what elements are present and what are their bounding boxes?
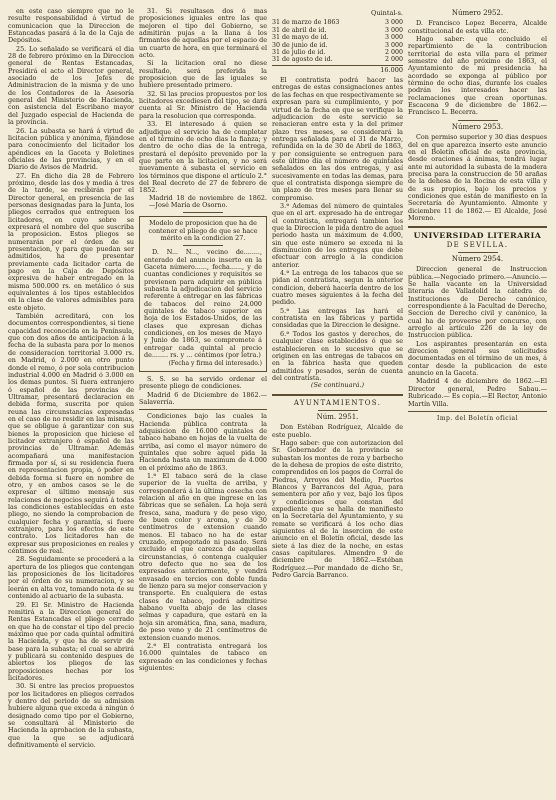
paragraph: Los aspirantes presentarán en esta direccion general sus solicitudes documentadas en el término de un mes, á contar desde la publicacion de este anuncio en la Gaceta.	[408, 339, 547, 378]
notice-number: Número 2952.	[451, 9, 504, 17]
paragraph: Direccion general de Instruccion pública.—Negociado primero.—Anuncio.—Se halla vacante en la Universidad literaria de Valladolid la cátedra de Instituciones de Derecho canónico, correspondiente á la Facultad de Derecho, Seccion de Derecho civil y canónico, la cual ha de proveerse por concurso, con arreglo al artículo 226 de la ley de Instruccion pública.	[408, 265, 547, 340]
paragraph: El contratista podrá hacer las entregas de estas consignaciones antes de las fechas en que respectivamente se expresan para su cumplimiento, y por virtud de la fecha en que se verifique la adjudicacion de este servicio se renacieran entre esta y la del primer plazo tres meses, se considerará la entrega señalada para el 31 de Marzo, refundida en la de 30 de Abril de 1863, y por consiguiente se entreguen para este último dia el número de quintales señalados en las dos entregas, y así sucesivamente en todas las demas, para que el contratista disponga siempre de un plazo de tres meses para llenar su compromiso.	[272, 76, 403, 202]
paragraph: Hago saber: que concluido el repartimiento de la contribucion territorial de esta villa para el primer semestre del año próximo de 1863, el Ayuntamiento de mi presidencia ha acordado se exponga al público por término de ocho dias, durante los cuales podrán los interesados hacer las reclamaciones que crean oportunas. Escacena 9 de diciembre de 1862.—Francisco L. Becerra.	[408, 35, 547, 117]
paragraph: 26. La subasta se hará á virtud de licitacion pública y anónima, fijándose para conocimiento del licitador los apéndices en la Gaceta y Boletines oficiales de las provincias, y en el Diario de Avisos de Madrid.	[8, 126, 134, 172]
schedule-date: 31 de mayo de id.	[272, 34, 329, 42]
section-title: AYUNTAMIENTOS.	[293, 398, 382, 407]
schedule-row	[272, 42, 403, 49]
schedule-quantity: 3 000	[384, 26, 403, 34]
paragraph: 27. En dicho dia 28 de Febrero próximo, desde las dos y media á tres de la tarde, se recibirán por el Director general, en presencia de las personas designadas para la Junta, los pliegos cerrados que entreguen los licitadores, en cuyo sobre se expresará el nombre del que suscriba la proposicion. Estos pliegos se numerarán por el órden de su presentacion, y para que puedan ser admitidos, ha de presentar previamente cada licitador carta de pago en la Caja de Depósitos expresiva de haber entregado en la misma 500.000 rs. en metálico ó sus equivalentes á los tipos establecidos en la clase de valores admisibles para este objeto.	[8, 171, 134, 312]
schedule-date: 31 de agosto de id.	[272, 56, 333, 64]
schedule-row	[272, 49, 403, 56]
divider	[408, 411, 547, 412]
divider	[183, 212, 223, 213]
delivery-schedule	[272, 10, 403, 74]
paragraph: 32. Si las precios propuestos por los licitadores excediesen del tipo, se dará cuenta al Sr. Ministro de Hacienda para la resolucion que corresponda.	[139, 89, 267, 120]
paragraph: Si la licitacion oral no diese resultado, será preferida la proposicion que de las iguales se hubiere presentado primero.	[139, 59, 267, 90]
column-4	[408, 8, 547, 794]
schedule-header: Quintal-s.	[371, 9, 403, 17]
schedule-row	[272, 56, 403, 63]
column-3	[272, 8, 403, 794]
signature-date: Madrid 18 de noviembre de 1862. —José María de Osorno.	[149, 193, 267, 209]
schedule-date: 31 de abril de id.	[272, 26, 327, 34]
paragraph: 2.ª El contratista entregará los 16.000 quintales de tabaco en expresado en las condiciones y fechas siguientes:	[139, 641, 267, 672]
paragraph: 5.ª Las entregas las hará el contratista en las fábricas y partida considadas que la Direccion le designe.	[272, 306, 403, 330]
column-2	[139, 8, 267, 794]
schedule-date: 31 de marzo de 1863	[272, 19, 340, 27]
paragraph: 33. El interesado á quien se adjudique el servicio ha de completar en el término de ocho dias la fianza; y dentro de ocho dias de la entrega, prestará el depósito prevenido por la que parte en la licitacion, y no será nuevamente á subasta el servicio en los términos que dispone el artículo 2.° del Real decreto de 27 de febrero de 1852.	[139, 120, 267, 195]
printer-footer: Imp. del Boletín oficial	[436, 414, 519, 422]
divider	[458, 252, 498, 253]
schedule-row	[272, 27, 403, 34]
paragraph: 6.ª Todos los gastos y derechos, de cualquier clase establecidos ó que se establecieren en lo sucesivo que se originen en las entregas de tabacos en en la fábrica hasta que queden admitidos y pesados, serán de cuenta del contratista.	[272, 329, 403, 382]
schedule-quantity: 3 000	[384, 41, 403, 49]
divider	[272, 394, 403, 396]
schedule-row	[272, 34, 403, 41]
schedule-quantity: 2 000	[384, 48, 403, 56]
divider	[318, 410, 358, 411]
schedule-quantity: 3 000	[384, 19, 403, 27]
divider	[458, 120, 498, 121]
paragraph: Con permiso superior y 30 dias despues del en que aparezca inserto este anuncio en el Boletín oficial de esta provincia, desde oraciones á ánimas, tendrá lugar ante mi autoridad la subasta de la madera precisa para la construccion de 50 arañas de la dehesa de la Rocina de esta villa y de sus propios, bajo los precios y condiciones que están de manifiesto en la Secretaría de Ayuntamiento. Almonte y diciembre 11 de 1862.— El Alcalde, José Moreno.	[408, 133, 547, 222]
continued-note: (Se continuará.)	[310, 381, 365, 390]
schedule-date: 30 de junio de id.	[272, 41, 328, 49]
divider	[408, 226, 547, 228]
paragraph: 4.ª La entrega de los tabacos que se pidan al contratista, segun la anterior condicion, deberá hacerla dentro de los cuatro meses siguientes á la fecha del pedido.	[272, 269, 403, 307]
schedule-quantity: 2 000	[384, 56, 403, 64]
schedule-quantity: 3 000	[384, 34, 403, 42]
paragraph: 29. El Sr. Ministro de Hacienda remitirá a la Direccion general de Rentas Estancadas el pliego cerrado en que ha de constar el tipo del precio máximo que por cada quintal admitirá la Hacienda, y que ha de servir de base para la subasta; el cual se abrirá y publicará su contenido despues de abiertos los pliegos de las proposiciones hechas por los licitadores.	[8, 600, 134, 682]
schedule-row	[272, 19, 403, 26]
notice-number: Núm. 2951.	[316, 412, 359, 421]
divider	[139, 409, 267, 410]
box-sign: (Fecha y firma del interesado.)	[168, 360, 262, 368]
divider	[183, 245, 223, 246]
box-text: D. N... N..., vecino de........, enterado del anuncio inserto en la Gaceta número......, fecha......, y de cuantas condiciones y requisitos se previenen para adquirir en pública subasta la adjudicacion del servicio referente á entregar en las fábricas de tabacos del reino 24.000 quintales de tabaco superior en hoja de los Estados-Unidos, de las clases que expresan dichas condiciones, en los meses de Mayo y Junio de 1863, se compromete á entregar cada quintal al precio de........ rs. y ... céntimos (por letra.)	[144, 248, 262, 360]
column-1	[8, 8, 134, 794]
paragraph: 25. Lo señalado se verificará el dia 28 de febrero próximo en la Direccion general de Rentas Estancadas, Presidirá el acto el Director general, asociado de los Jefes de Administracion de la misma y de uno de los Contadores de la Asesoría general del Ministerio de Hacienda, con asistencia del Escribano mayor del Juzgado especial de Hacienda de la provincia.	[8, 44, 134, 127]
paragraph: Hago saber: que con autorizacion del Sr. Gobernador de la provincia se subastan los montes de roza y barbecho de la dehesa de propios de este distrito, comprendidos en los pagos de Corral de Piedras, Arroyos del Medio, Puertos Blancos y Barrancos del Agua, para sementera por año y vez, bajo los tipos y condiciones que constan del expediente que se halla de manifiesto en la Secretaría del Ayuntamiento, y su remate se verificará á los ocho dias siguientes al de la insercion de este anuncio en el Boletín oficial, desde las siete á las diez de la noche, en estas casas capitulares. Almendro 9 de diciembre de 1862.—Estéban Rodríguez.—Por mandado de dicho Sr., Pedro García Barranco.	[272, 438, 403, 580]
paragraph: 3.ª Ademas del número de quintales que en el art. expresado ha de entregar el contratista, entregará tambien los que la Direccion le pida dentro de aquel periodo hasta un máximum de 4.000, sin que este número se exceda ni la disminucion de los entregas que debe efectuar con arreglo á la condicion anterior.	[272, 201, 403, 269]
paragraph: D. Francisco Lopez Becerra, Alcalde constitucional de esta villa etc.	[408, 19, 547, 35]
schedule-total: 16.000	[272, 65, 403, 74]
paragraph: También acreditará, con los documentos correspondientes, si tiene capacidad reconocida en la Península, que con dos años de anticipacion á la fecha de la subasta para por lo menos de consideracion territorial 3.000 rs. en Madrid, ó 2.000 en otro punto donde el remo, ó por sola contribucion industrial 4.000 en Madrid ó 3.000 en los demas puntos. Si fuera extranjero ó español de las provincias de Ultramar, presentará declaracion en debida forma, suscrita por quien reuna las circunstancias expresadas en el caso de no residir en las mismas, que se obligue á garantizar con sus bienes la proposicion que hiciese el licitador extranjero ó español de las provincias de Ultramar. Además acompañará una manifestacion firmada por sí, si su residencia fuera en representacion propia, ó poder en debida forma si fuere en nombre de otro, y en ambos casos se le de expresar el último mensaje sus relaciones de negocios seguirá á todas las condiciones establecidas en este pliego, no siendo la comprobacion de cualquier fecha y garantía, si fuere extranjero, para los efectos de este contrato. Los licitadores han de expresar sus proposiciones en reales y céntimos de real.	[8, 312, 134, 556]
remit-date: Madrid 6 de Diciembre de 1862.— Salaverría.	[139, 390, 267, 406]
notice-number: Número 2954.	[451, 254, 504, 263]
remit-text: S. S. se ha servido ordenar el presente pliego de condiciones.	[139, 374, 267, 391]
proposal-model-box	[139, 216, 267, 372]
paragraph: 1.ª El tabaco será de la clase superior de la vuelta de arriba, y corresponderá á la última cosecha con relacion al año en que ingrese en las fábricas que se señalen. La hoja será fresca, sana, madura y de peso vigo, de buen color y aroma, y de 30 centímetros de extension cuando menos. El tabaco no ha de estar cruzado, empegotado ni pasado. Será excluido el que carezca de aquellas circunstancias, ó contenga cualquier otro defecto que no sea de los expresados anteriormente, y vendrá envasado en tercios con doble funda de lienzo para su mejor conservacion y transporte. En cualquiera de estas clases de tabaco, podrá admitirse habano vuelta abajo de las clases selmas y capadura, que estará en la hoja sin aromática, fina, sana, madura, de peso veno y de 21 centímetros de extension cuando menos.	[139, 471, 267, 642]
paragraph: 28. Seguidamente se procederá a la apertura de los pliegos que contengan las proposiciones de los licitadores por el órden de su numeracion, y se leerán en alta voz, tomando nota de su contenido al actuario de la subasta.	[8, 555, 134, 601]
box-title: Modelo de proposicion que ha de contener el pliego de que se hace mérito en la condicion 27.	[148, 219, 258, 242]
paragraph: 30. Si entre las precios propuestos por los licitadores en pliegos cerrados y dentro del periodo de su admision hubiere alguna que exceda á ningún ó designado como tipo por el Gobierno, se consultará al Ministerio de Hacienda la aprobacion de la subasta, que la que se adjudicará definitivamente el servicio.	[8, 682, 134, 750]
schedule-date: 31 de julio de id.	[272, 48, 326, 56]
paragraph: 31. Si resultasen dos ó mas proposiciones iguales entre las que mejoren el tipo del Gobierno, se admitirán pujas a la llana á los firmantes de aquellas por el espacio de un cuarto de hora, en que terminará el acto.	[139, 8, 267, 60]
university-subtitle: DE SEVILLA.	[446, 240, 509, 249]
notice-number: Número 2953.	[451, 122, 504, 131]
paragraph: Condiciones bajo las cuales la Hacienda pública contrata la adquisicion de 16.000 quintales de tabaco habano en hojas de la vuelta de arriba, así como el mayor número de quintales que sobre aquel pida la Hacienda hasta un maximum de 4.000 en el próximo año de 1863.	[139, 412, 267, 472]
university-title: UNIVERSIDAD LITERARIA	[413, 231, 542, 241]
paragraph: Don Estéban Rodríguez, Alcalde de este pueblo.	[272, 423, 403, 439]
paragraph: Madrid 4 de diciembre de 1862.—El Director general, Pedro Sabau.—Rubricado.— Es copia.—El Rector, Antonio Martín Villa.	[408, 377, 547, 408]
paragraph: en este caso siempre que no le resulte responsabilidad á virtud de comunicacion que la Direccion de Estancadas pasará á la de la Caja de Depósitos.	[8, 8, 134, 45]
